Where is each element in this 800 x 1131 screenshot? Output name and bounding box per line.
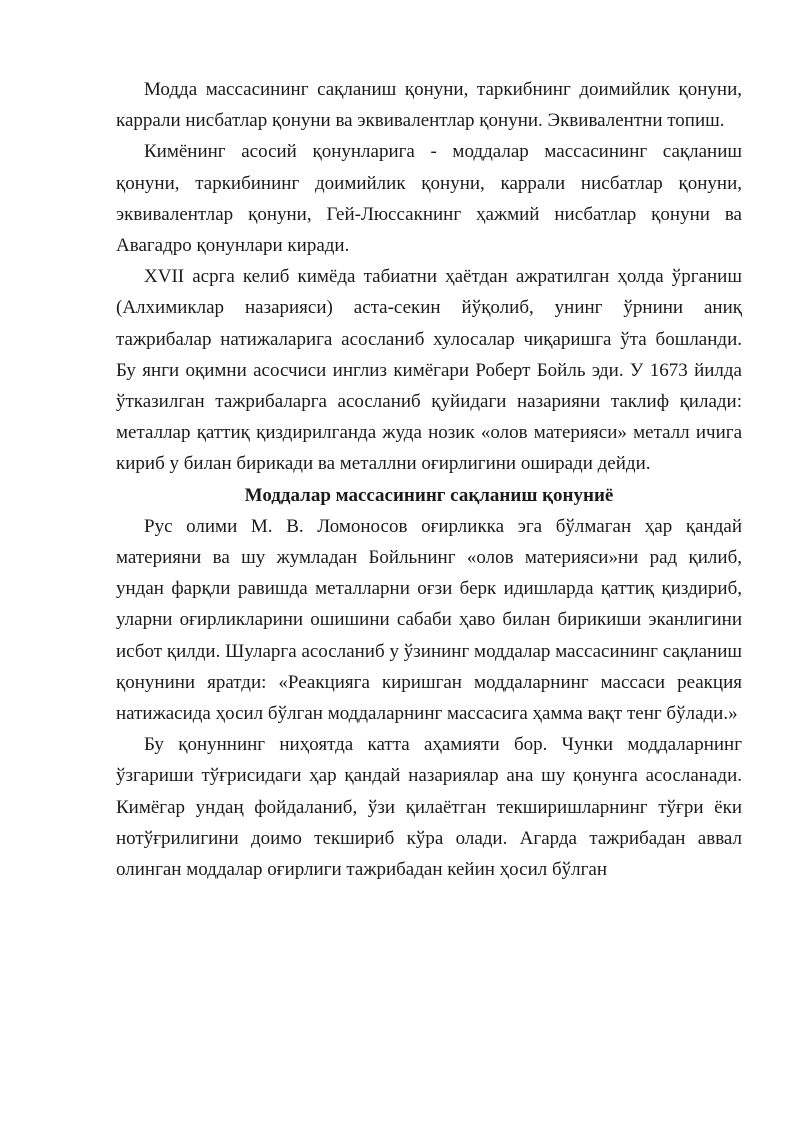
paragraph-topic: Модда массасининг сақланиш қонуни, таркибнинг доимийлик қонуни, каррали нисбатлар қонуни ва эквивалентлар қонуни. Эквивалентни топиш. xyxy=(116,79,742,132)
section-heading: Моддалар массасининг сақланиш қонуниё xyxy=(244,484,614,506)
paragraph-importance: Бу қонуннинг ниҳоятда катта аҳамияти бор. Чунки моддаларнинг ўзгариши тўғрисидаги ҳар қандай назариялар ана шу қонунга асосланади. Кимёгар ундаң фойдаланиб, ўзи қилаётган текширишларнинг тўғри ёки нотўғрилигини доимо текшириб кўра олади. Агарда тажрибадан аввал олинган моддалар оғирлиги тажрибадан кейин ҳосил бўлган xyxy=(116,734,742,881)
document-body xyxy=(116,74,742,885)
paragraph-basic-laws: Кимёнинг асосий қонунларига - моддалар массасининг сақланиш қонуни, таркибининг доимийлик қонуни, каррали нисбатлар қонуни, эквивалентлар қонуни, Гей-Люссакнинг ҳажмий нисбатлар қонуни ва Авагадро қонунлари киради. xyxy=(116,141,742,257)
paragraph-boyle: XVII асрга келиб кимёда табиатни ҳаётдан ажратилган ҳолда ўрганиш (Алхимиклар назарияси) аста-секин йўқолиб, унинг ўрнини аниқ тажрибалар натижаларига асосланиб хулосалар чиқаришга ўта бошланди. Бу янги оқимни асосчиси инглиз кимёгари Роберт Бойль эди. У 1673 йилда ўтказилган тажрибаларга асосланиб қуйидаги назарияни таклиф қилади: металлар қаттиқ қиздирилганда жуда нозик «олов материяси» металл ичига кириб у билан бирикади ва металлни оғирлигини оширади дейди. xyxy=(116,266,742,475)
paragraph-lomonosov: Рус олими М. В. Ломоносов оғирликка эга бўлмаган ҳар қандай материяни ва шу жумладан Бойльнинг «олов материяси»ни рад қилиб, ундан фарқли равишда металларни оғзи берк идишларда қаттиқ қиздириб, уларни оғирликларини ошишини сабаби ҳаво билан бирикиши эканлигини исбот қилди. Шуларга асосланиб у ўзининг моддалар массасининг сақланиш қонунини яратди: «Реакцияга киришган моддаларнинг массаси реакция натижасида ҳосил бўлган моддаларнинг массасига ҳамма вақт тенг бўлади.» xyxy=(116,515,742,725)
